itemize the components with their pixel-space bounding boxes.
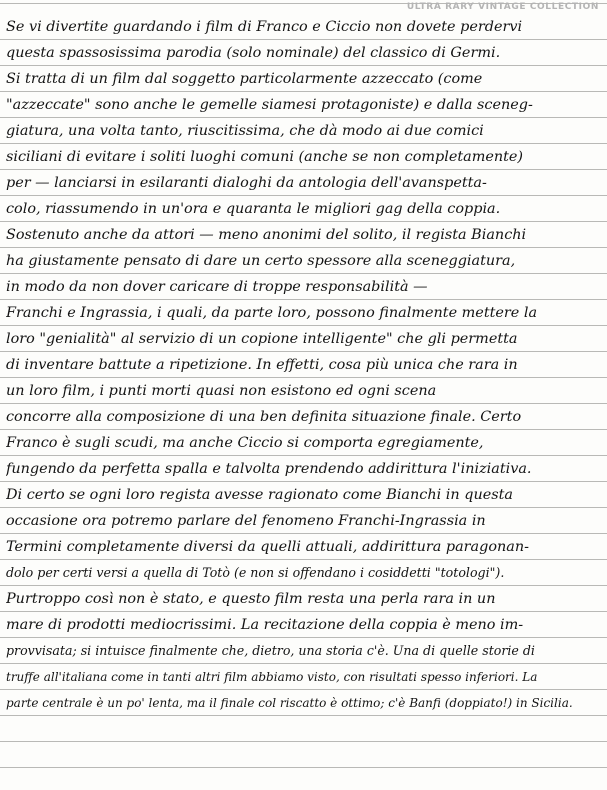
text-line: Franco è sugli scudi, ma anche Ciccio si comporta egregiamente, — [6, 435, 484, 451]
text-line: ha giustamente pensato di dare un certo spessore alla sceneggiatura, — [6, 253, 516, 269]
text-line: mare di prodotti mediocrissimi. La recitazione della coppia è meno im- — [6, 617, 524, 633]
text-line: concorre alla composizione di una ben definita situazione finale. Certo — [6, 409, 522, 425]
text-line: Purtroppo così non è stato, e questo film resta una perla rara in un — [6, 591, 496, 607]
text-line: Se vi divertite guardando i film di Franco e Ciccio non dovete perdervi — [6, 19, 523, 35]
text-line: dolo per certi versi a quella di Totò (e non si offendano i cosiddetti "totologi"). — [6, 565, 505, 580]
text-line: un loro film, i punti morti quasi non esistono ed ogni scena — [6, 383, 437, 399]
watermark: ULTRA RARY VINTAGE COLLECTION — [406, 2, 599, 12]
text-line: di inventare battute a ripetizione. In effetti, cosa più unica che rara in — [6, 357, 518, 373]
text-line: occasione ora potremo parlare del fenomeno Franchi-Ingrassia in — [6, 513, 486, 529]
handwritten-text — [6, 14, 602, 716]
text-line: truffe all'italiana come in tanti altri film abbiamo visto, con risultati spesso inferiori. La — [6, 670, 538, 684]
text-line: siciliani di evitare i soliti luoghi comuni (anche se non completamente) — [6, 149, 524, 165]
text-line: colo, riassumendo in un'ora e quaranta le migliori gag della coppia. — [6, 201, 501, 217]
text-line: fungendo da perfetta spalla e talvolta prendendo addirittura l'iniziativa. — [6, 461, 532, 477]
text-line: provvisata; si intuisce finalmente che, dietro, una storia c'è. Una di quelle storie di — [6, 643, 535, 658]
text-line: parte centrale è un po' lenta, ma il finale col riscatto è ottimo; c'è Banfi (doppiato!) in Sicilia. — [6, 696, 573, 710]
text-line: Di certo se ogni loro regista avesse ragionato come Bianchi in questa — [6, 487, 513, 503]
text-line: questa spassosissima parodia (solo nominale) del classico di Germi. — [6, 45, 501, 61]
text-line: Termini completamente diversi da quelli attuali, addirittura paragonan- — [6, 539, 529, 555]
text-line: per — lanciarsi in esilaranti dialoghi da antologia dell'avanspetta- — [6, 175, 487, 191]
text-line: Franchi e Ingrassia, i quali, da parte loro, possono finalmente mettere la — [6, 305, 538, 321]
text-line: loro "genialità" al servizio di un copione intelligente" che gli permetta — [6, 331, 518, 347]
text-line: Si tratta di un film dal soggetto particolarmente azzeccato (come — [6, 71, 483, 87]
text-line: giatura, una volta tanto, riuscitissima, che dà modo ai due comici — [6, 123, 484, 139]
text-line: "azzeccate" sono anche le gemelle siamesi protagoniste) e dalla sceneg- — [6, 97, 533, 113]
text-line: Sostenuto anche da attori — meno anonimi del solito, il regista Bianchi — [6, 227, 527, 243]
text-line: in modo da non dover caricare di troppe responsabilità — — [6, 279, 428, 295]
